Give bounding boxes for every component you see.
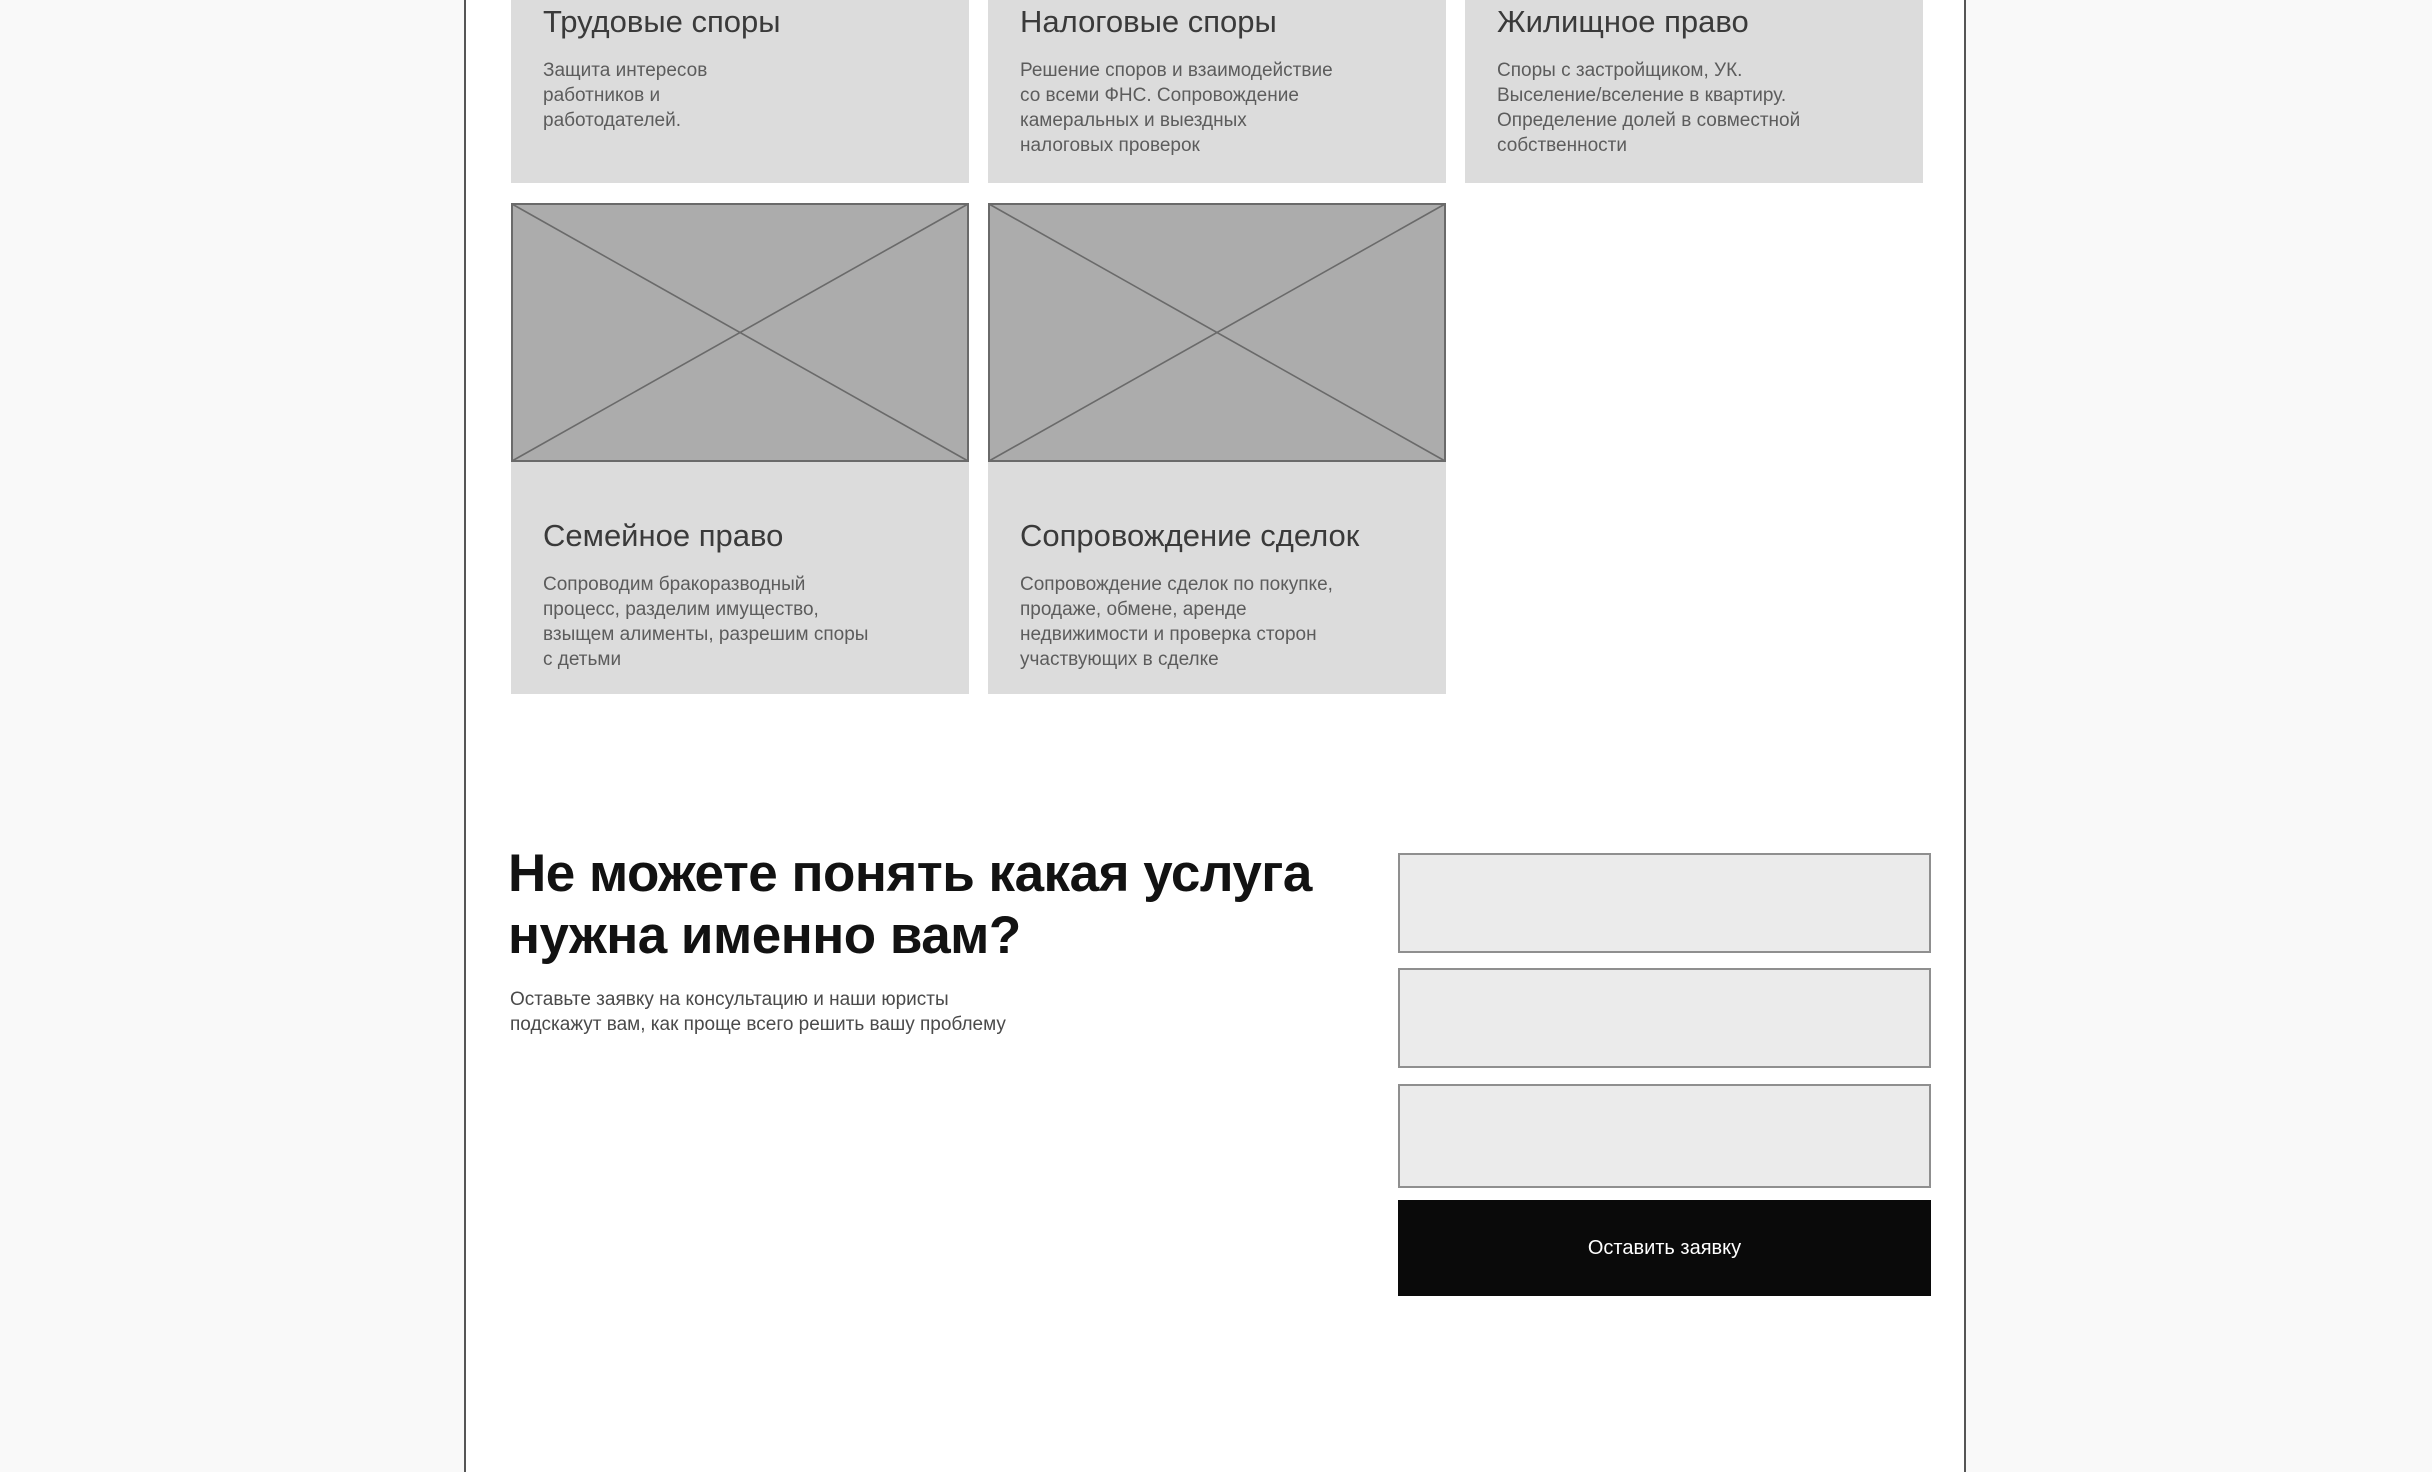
service-card-deal-support [988, 462, 1446, 694]
card-description-line: работников и [543, 85, 661, 106]
card-title: Налоговые споры [1020, 4, 1277, 39]
card-description-line: камеральных и выездных [1020, 110, 1247, 131]
image-placeholder [988, 203, 1446, 462]
image-x-icon [511, 203, 969, 462]
card-description-line: недвижимости и проверка сторон [1020, 624, 1317, 645]
service-card-labor-disputes [511, 0, 969, 183]
card-title: Семейное право [543, 518, 784, 553]
card-description-line: Споры с застройщиком, УК. [1497, 60, 1743, 81]
card-description [543, 58, 937, 133]
cta-subtext [510, 987, 1006, 1037]
card-description-line: участвующих в сделке [1020, 649, 1219, 670]
card-description-line: Сопровождение сделок по покупке, [1020, 574, 1333, 595]
cta-heading-line1: Не можете понять какая услуга [508, 844, 1312, 903]
card-description [1020, 572, 1414, 672]
card-description-line: с детьми [543, 649, 622, 670]
card-description-line: Решение споров и взаимодействие [1020, 60, 1333, 81]
card-description [1020, 58, 1414, 158]
form-input-3[interactable] [1398, 1084, 1931, 1188]
card-description-line: Определение долей в совместной [1497, 110, 1801, 131]
image-x-icon [988, 203, 1446, 462]
card-description-line: взыщем алименты, разрешим споры [543, 624, 869, 645]
cta-subtext-line2: подскажут вам, как проще всего решить вашу проблему [510, 1014, 1006, 1035]
card-description-line: со всеми ФНС. Сопровождение [1020, 85, 1299, 106]
form-input-1[interactable] [1398, 853, 1931, 953]
cta-heading-line2: нужна именно вам? [508, 906, 1021, 965]
cta-subtext-line1: Оставьте заявку на консультацию и наши юристы [510, 989, 949, 1010]
submit-request-button[interactable]: Оставить заявку [1398, 1200, 1931, 1296]
card-description-line: собственности [1497, 135, 1627, 156]
form-input-2[interactable] [1398, 968, 1931, 1068]
service-card-tax-disputes [988, 0, 1446, 183]
service-card-family-law [511, 462, 969, 694]
card-description-line: налоговых проверок [1020, 135, 1200, 156]
card-description-line: Сопроводим бракоразводный [543, 574, 806, 595]
card-description [1497, 58, 1891, 158]
service-card-housing-law [1465, 0, 1923, 183]
card-description-line: Выселение/вселение в квартиру. [1497, 85, 1787, 106]
card-title: Сопровождение сделок [1020, 518, 1360, 553]
card-description-line: Защита интересов [543, 60, 708, 81]
image-placeholder [511, 203, 969, 462]
card-description [543, 572, 937, 672]
card-description-line: процесс, разделим имущество, [543, 599, 819, 620]
card-title: Трудовые споры [543, 4, 781, 39]
card-description-line: работодателей. [543, 110, 682, 131]
card-description-line: продаже, обмене, аренде [1020, 599, 1247, 620]
cta-heading [508, 843, 1312, 967]
card-title: Жилищное право [1497, 4, 1749, 39]
page-canvas [464, 0, 1966, 1472]
